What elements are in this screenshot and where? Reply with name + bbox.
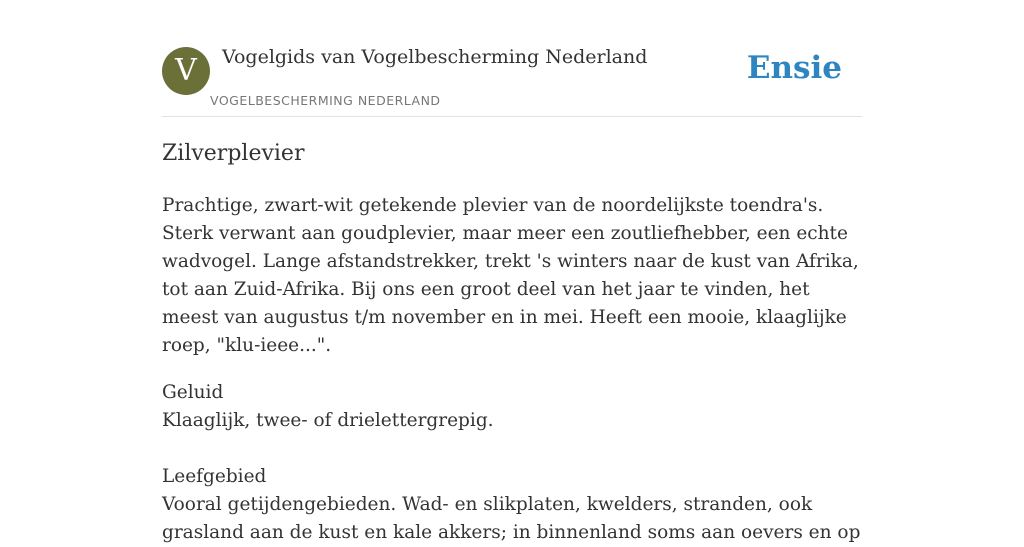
section-heading: Geluid [162,382,224,403]
avatar[interactable]: V [162,47,210,95]
brand-logo[interactable]: Ensie [746,50,842,86]
section-leefgebied [162,463,862,547]
article-title: Zilverplevier [162,141,305,166]
section-heading: Leefgebied [162,466,267,487]
section-text: Vooral getijdengebieden. Wad- en slikplaten, kwelders, stranden, ook grasland aan de kust en kale akkers; in binnenland soms aan oevers en op [162,494,861,543]
article [162,136,862,547]
source-title[interactable]: Vogelgids van Vogelbescherming Nederland [222,46,648,68]
section-geluid [162,379,862,435]
header [162,0,862,117]
article-intro: Prachtige, zwart-wit getekende plevier van de noordelijkste toendra's. Sterk verwant aan goudplevier, maar meer een zoutliefhebber, een echte wadvogel. Lange afstandstrekker, trekt 's winters naar de kust van Afrika, tot aan Zuid-Afrika. Bij ons een groot deel van het jaar te vinden, het meest van augustus t/m november en in mei. Heeft een mooie, klaaglijke roep, "klu-ieee...". [162,195,859,356]
publisher-name[interactable]: VOGELBESCHERMING NEDERLAND [210,93,441,108]
section-text: Klaaglijk, twee- of drielettergrepig. [162,410,494,431]
